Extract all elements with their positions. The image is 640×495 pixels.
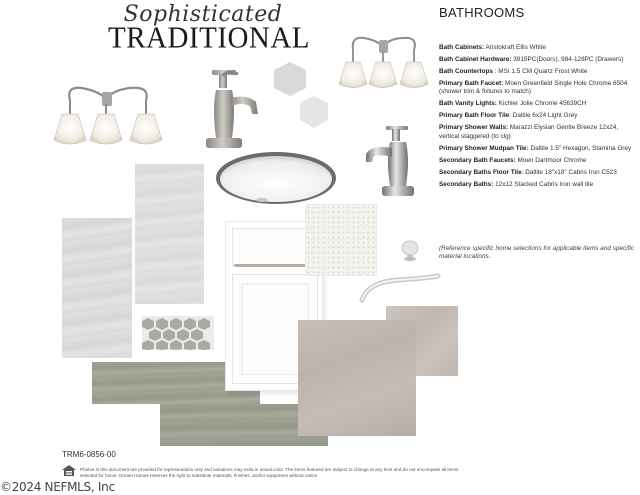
spec-label: Secondary Bath Faucets: xyxy=(439,156,516,164)
spec-label: Primary Bath Faucet: xyxy=(439,80,504,87)
brand-title-script: Sophisticated xyxy=(123,2,283,27)
house-icon xyxy=(62,465,76,476)
copyright-watermark: ©2024 NEFMLS, Inc xyxy=(0,480,115,494)
spec-value: : Daltile 6x24 Light Grey xyxy=(509,112,578,120)
section-heading: BATHROOMS xyxy=(439,5,525,20)
vanity-light-left-icon xyxy=(50,76,162,154)
shower-wall-tile-swatch xyxy=(62,218,132,358)
spec-label: Bath Vanity Lights: xyxy=(439,100,497,108)
hexagon-mosaic-swatch xyxy=(142,316,214,350)
spec-value: 3915PC(Doors), 984-128PC (Drawers) xyxy=(511,56,624,63)
spec-item xyxy=(439,181,637,189)
spec-label: Bath Countertops xyxy=(439,68,493,75)
spec-item xyxy=(439,56,637,64)
vanity-light-right-icon xyxy=(336,28,431,96)
primary-floor-tile-swatch xyxy=(135,164,204,304)
spec-value: Kichler Jolie Chrome 45639CH xyxy=(496,100,587,108)
pull-handle-icon xyxy=(358,270,442,306)
spec-value: : MSI 1.5 CM Quartz Frost White xyxy=(492,68,588,75)
spec-list xyxy=(439,44,637,193)
spec-item xyxy=(439,100,637,108)
spec-value: Moen Greenfield Single Hole Chrome 6504 (shower trim & fixtures to match) xyxy=(439,80,628,96)
knob-icon xyxy=(398,238,422,262)
spec-item xyxy=(439,68,637,76)
spec-item xyxy=(439,157,637,165)
spec-item xyxy=(439,80,637,97)
spec-label: Primary Shower Mudpan Tile: xyxy=(439,144,529,152)
spec-value: Marazzi Elysian Gentle Breeze 12x24, vertical staggered (to clg) xyxy=(439,124,619,140)
drawer-pull-icon xyxy=(234,264,306,267)
hexagon-swatch-icon xyxy=(272,60,332,132)
reference-note: (Reference specific home selections for applicable items and specific material locations. xyxy=(439,245,635,261)
document-code: TRM6-0856-00 xyxy=(62,450,116,459)
spec-label: Bath Cabinet Hardware: xyxy=(439,56,512,63)
spec-item xyxy=(439,44,637,52)
spec-label: Secondary Baths Floor Tile xyxy=(439,168,522,176)
cabris-iron-floor-tile-swatch xyxy=(298,320,416,436)
secondary-faucet-icon xyxy=(362,124,424,200)
spec-label: Bath Cabinets: xyxy=(439,44,485,51)
brand-title-main: TRADITIONAL xyxy=(108,21,311,55)
spec-item xyxy=(439,145,637,153)
spec-value: Daltile 1.5" Hexagon, Stamina Grey xyxy=(528,144,632,152)
spec-item xyxy=(439,124,637,141)
spec-value: Moen Dartmoor Chrome xyxy=(515,156,587,164)
sink-icon xyxy=(214,150,338,208)
spec-label: Primary Bath Floor Tile xyxy=(439,112,510,120)
spec-label: Secondary Baths: xyxy=(439,180,494,188)
spec-value: Aristokraft Ellis White xyxy=(484,44,546,51)
disclaimer-text: Photos in this document are provided for representation only and variations may exist in actual color. The items featured are subject to change at any time and do not encompass all items selected for home. Dream Homes reserves the right to substitute materials, finishes, and/or equipment without notice. xyxy=(80,467,459,478)
spec-value: : Daltile 18"x18" Cabris Iron C523 xyxy=(521,168,617,176)
primary-faucet-icon xyxy=(198,68,264,158)
spec-label: Primary Shower Walls: xyxy=(439,124,509,132)
quartz-countertop-swatch xyxy=(306,205,376,275)
spec-item xyxy=(439,112,637,120)
spec-value: 12x12 Stacked Cabris Iron wall tile xyxy=(493,180,594,188)
spec-item xyxy=(439,169,637,177)
